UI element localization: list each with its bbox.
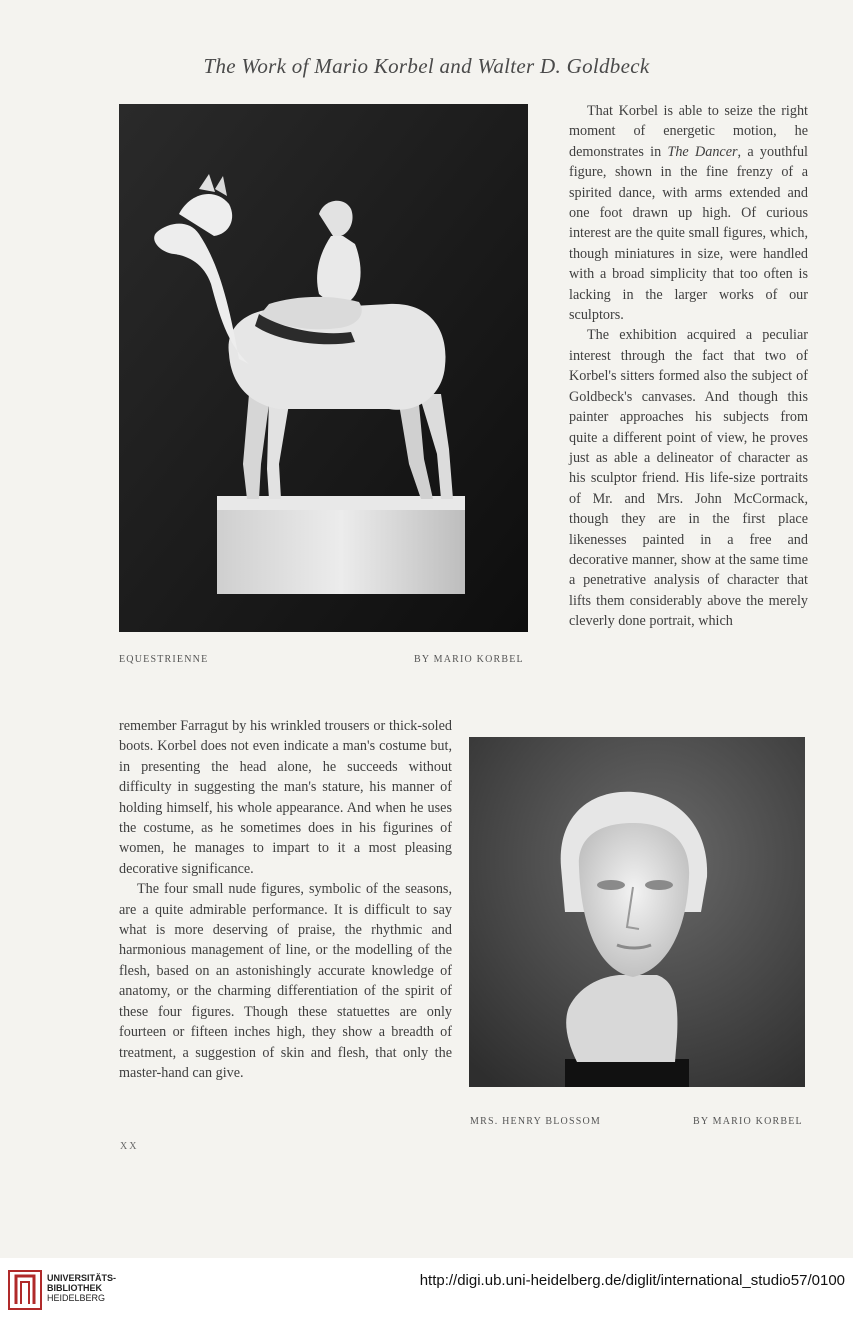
left-paragraph-1: remember Farragut by his wrinkled trousers or thick-soled boots. Korbel does not even indicate a man's costume but, in presenting the head alone, he succeeds without difficulty in suggesting the man's stature, his manner of holding himself, his whole appearance. And when he uses the costume, as he sometimes does in his figurines of women, he manages to impart to it a most pleasing decorative significance. — [119, 718, 452, 877]
left-text-column — [119, 716, 452, 1083]
equestrienne-caption-title: EQUESTRIENNE — [119, 654, 209, 665]
blossom-caption-title: MRS. HENRY BLOSSOM — [470, 1116, 601, 1127]
blossom-bust-image — [469, 737, 805, 1087]
sculpture-base — [217, 496, 465, 594]
equestrienne-caption-credit: BY MARIO KORBEL — [414, 654, 524, 665]
library-name: UNIVERSITÄTS- BIBLIOTHEK HEIDELBERG — [47, 1273, 117, 1303]
blossom-caption-credit: BY MARIO KORBEL — [693, 1116, 803, 1127]
source-url-link[interactable]: http://digi.ub.uni-heidelberg.de/diglit/international_studio57/0100 — [419, 1272, 845, 1289]
right-paragraph-2: The exhibition acquired a peculiar interest through the fact that two of Korbel's sitters formed also the subject of Goldbeck's canvases. And though this painter approaches his subjects from quite a different point of view, he proves just as able a delineator of character as his sculptor friend. His life-size portraits of Mr. and Mrs. John McCormack, though they are in the first place likenesses painted in a free and decorative manner, show at the same time a penetrative analysis of character that lifts them considerably above the merely cleverly done portrait, which — [569, 327, 808, 630]
blossom-plate — [469, 737, 805, 1087]
university-library-logo-icon — [8, 1270, 42, 1310]
dancer-title: The Dancer — [667, 143, 738, 160]
left-paragraph-2: The four small nude figures, symbolic of the seasons, are a quite admirable performance. It is difficult to say what is more deserving of praise, the rhythmic and harmonious management of line, or the modelling of the flesh, based on an astonishingly accurate knowledge of anatomy, or the charming differentiation of the spirit of these four figures. Though these statuettes are only fourteen or fifteen inches high, they show a breadth of treatment, a suggestion of skin and flesh, that only the master-hand can give. — [119, 881, 452, 1081]
right-text-column — [569, 101, 808, 632]
running-title: The Work of Mario Korbel and Walter D. Goldbeck — [203, 54, 650, 78]
equestrienne-sculpture-image — [119, 104, 528, 632]
equestrienne-plate — [119, 104, 528, 632]
bust-pedestal — [565, 1059, 689, 1087]
page-folio: XX — [120, 1141, 139, 1152]
right-paragraph-1: That Korbel is able to seize the right moment of energetic motion, he demonstrates in The Dancer, a youthful figure, shown in the fine frenzy of a spirited dance, with arms extended and one foot drawn up high. Of curious interest are the quite small figures, which, though miniatures in size, were handled with a broad simplicity that too often is lacking in the larger works of our sculptors. — [569, 103, 808, 324]
digitization-footer — [0, 1258, 853, 1324]
